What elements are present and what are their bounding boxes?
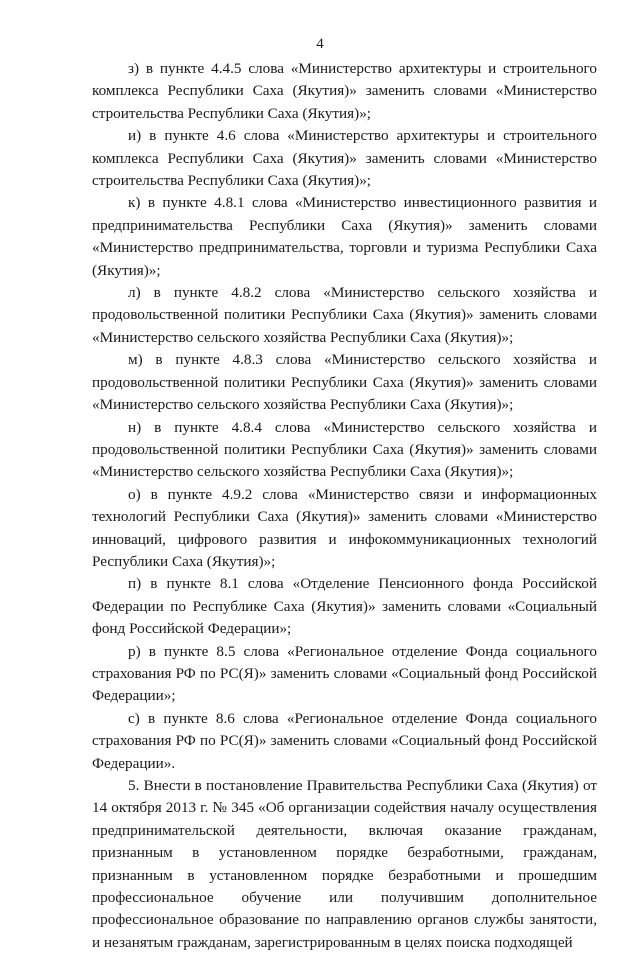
paragraph-item-o: о) в пункте 4.9.2 слова «Министерство связи и информационных технологий Республики Саха (Якутия)» заменить словами «Министерство инноваций, цифрового развития и инфокоммуникационных технологий Республики Саха (Якутия)»; [92,485,597,570]
paragraph-item-z: з) в пункте 4.4.5 слова «Министерство архитектуры и строительного комплекса Республики Саха (Якутия)» заменить словами «Министерство строительства Республики Саха (Якутия)»; [92,60,597,122]
paragraph-item-r: р) в пункте 8.5 слова «Региональное отделение Фонда социального страхования РФ по РС(Я)» заменить словами «Социальный фонд Российской Федерации»; [92,642,597,705]
paragraph-item-p: п) в пункте 8.1 слова «Отделение Пенсионного фонда Российской Федерации по Республике Саха (Якутия)» заменить словами «Социальный фонд Российской Федерации»; [92,575,597,638]
paragraph-item-i: и) в пункте 4.6 слова «Министерство архитектуры и строительного комплекса Республики Саха (Якутия)» заменить словами «Министерство строительства Республики Саха (Якутия)»; [92,127,597,190]
page-number: 4 [316,36,324,52]
paragraph-item-k: к) в пункте 4.8.1 слова «Министерство инвестиционного развития и предпринимательства Республики Саха (Якутия)» заменить словами «Министерство предпринимательства, торговли и туризма Республики Саха (Якутия)»; [92,194,597,279]
paragraph-item-l: л) в пункте 4.8.2 слова «Министерство сельского хозяйства и продовольственной политики Республики Саха (Якутия)» заменить словами «Министерство сельского хозяйства Республики Саха (Якутия)»; [92,284,597,346]
paragraph-item-n: н) в пункте 4.8.4 слова «Министерство сельского хозяйства и продовольственной политики Республики Саха (Якутия)» заменить словами «Министерство сельского хозяйства Республики Саха (Якутия)»; [92,418,597,481]
paragraph-item-s: с) в пункте 8.6 слова «Региональное отделение Фонда социального страхования РФ по РС(Я)» заменить словами «Социальный фонд Российской Федерации». [92,709,597,772]
paragraph-section-5: 5. Внести в постановление Правительства Республики Саха (Якутия) от 14 октября 2013 г. № 345 «Об организации содействия началу осуществления предпринимательской деятельности, включая оказание гражданам, признанным в установленном порядке безработными, гражданам, признанным в установленном порядке безработными и прошедшим профессиональное обучение или получившим дополнительное профессиональное образование по направлению органов службы занятости, и незанятым гражданам, зарегистрированным в целях поиска подходящей [92,777,597,951]
document-body [92,58,597,954]
paragraph-item-m: м) в пункте 4.8.3 слова «Министерство сельского хозяйства и продовольственной политики Республики Саха (Якутия)» заменить словами «Министерство сельского хозяйства Республики Саха (Якутия)»; [92,351,597,414]
